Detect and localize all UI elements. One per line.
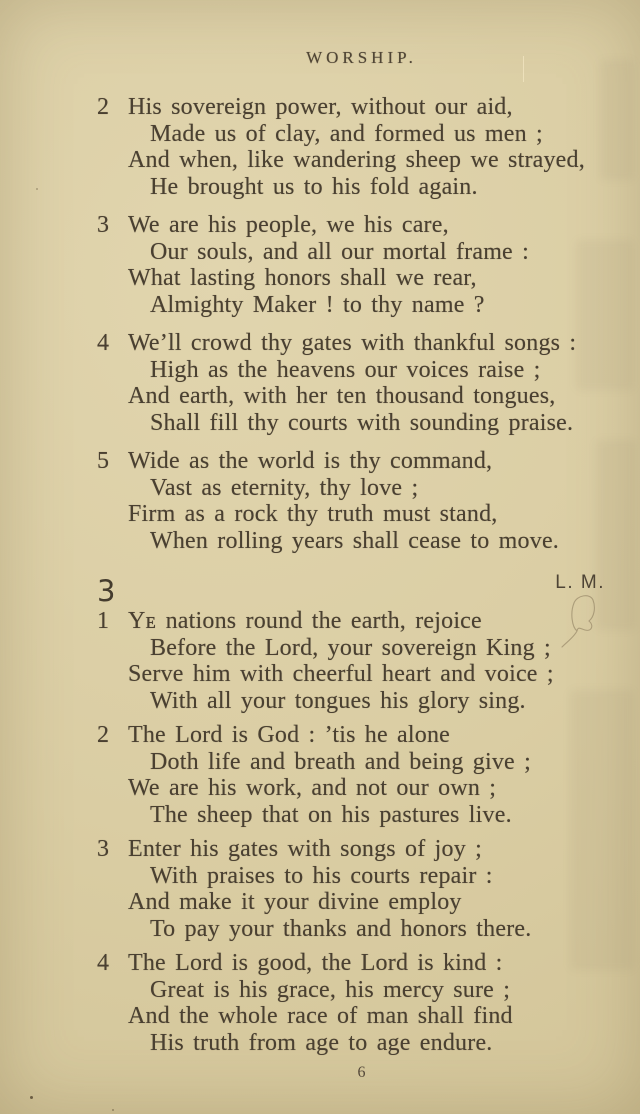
verse [97, 330, 626, 436]
verse-line: We’ll crowd thy gates with thankful songs : [128, 330, 577, 356]
verse-lines [128, 448, 626, 554]
verse-lines [128, 94, 626, 200]
verse-line: Doth life and breath and being give ; [150, 748, 531, 775]
verse-line: The Lord is good, the Lord is kind : [128, 950, 503, 976]
hymn-3-heading [97, 566, 626, 606]
verse-line: To pay your thanks and honors there. [150, 915, 532, 942]
verse-line: What lasting honors shall we rear, [128, 265, 477, 291]
paper-speck [112, 1109, 114, 1111]
hymn-2-continued [97, 94, 626, 554]
verse-line: And make it your divine employ [128, 889, 462, 915]
verse-lines [128, 722, 626, 828]
verse-line: Made us of clay, and formed us men ; [150, 120, 543, 147]
verse [97, 94, 626, 200]
verse-line: His sovereign power, without our aid, [128, 94, 513, 120]
verse-line: With all your tongues his glory sing. [150, 687, 526, 714]
verse-line: Before the Lord, your sovereign King ; [150, 634, 551, 661]
verse-line: The Lord is God : ’tis he alone [128, 722, 451, 748]
verse-line: Wide as the world is thy command, [128, 448, 493, 474]
verse-number: 2 [97, 94, 110, 120]
verse-number: 4 [97, 950, 110, 976]
verse-number: 3 [97, 836, 110, 862]
verse-line: Enter his gates with songs of joy ; [128, 836, 482, 862]
pencil-squiggle-mark [556, 591, 604, 655]
verse-line: Great is his grace, his mercy sure ; [150, 976, 511, 1003]
verse-number: 5 [97, 448, 110, 474]
verse-line: And earth, with her ten thousand tongues, [128, 383, 556, 409]
verse-line: His truth from age to age endure. [150, 1029, 493, 1056]
hymn-3-verses [97, 608, 626, 1056]
verse-number: 1 [97, 608, 110, 634]
verse-line: We are his work, and not our own ; [128, 775, 497, 801]
verse [97, 950, 626, 1056]
verse-line: Almighty Maker ! to thy name ? [150, 291, 485, 318]
verse [97, 212, 626, 318]
verse-line: Shall fill thy courts with sounding praise. [150, 409, 574, 436]
verse-line: With praises to his courts repair : [150, 862, 493, 889]
verse-lines [128, 608, 626, 714]
verse-number: 2 [97, 722, 110, 748]
hymn-number: 3 [97, 574, 116, 608]
verse-line: The sheep that on his pastures live. [150, 801, 512, 828]
verse-line: And the whole race of man shall find [128, 1003, 513, 1029]
verse-lines [128, 950, 626, 1056]
verse-line: Serve him with cheerful heart and voice ; [128, 661, 554, 687]
verse-line: Firm as a rock thy truth must stand, [128, 501, 498, 527]
running-header: WORSHIP. [306, 48, 417, 67]
verse-line: When rolling years shall cease to move. [150, 527, 560, 554]
verse-line: He brought us to his fold again. [150, 173, 478, 200]
verse-line: And when, like wandering sheep we strayed, [128, 147, 585, 173]
verse-lines [128, 212, 626, 318]
verse-lines [128, 330, 626, 436]
paper-speck [30, 1096, 33, 1099]
verse-number: 4 [97, 330, 110, 356]
verse-line: High as the heavens our voices raise ; [150, 356, 541, 383]
verse [97, 608, 626, 714]
verse-lines [128, 836, 626, 942]
verse-line: Yᴇ nations round the earth, rejoice [128, 608, 482, 634]
hymn-meter-label: L. M. [555, 572, 605, 593]
verse [97, 836, 626, 942]
verse-number: 3 [97, 212, 110, 238]
verse [97, 722, 626, 828]
verse [97, 448, 626, 554]
page-number: 6 [357, 1064, 366, 1081]
verse-line: Our souls, and all our mortal frame : [150, 238, 529, 265]
verse-line: We are his people, we his care, [128, 212, 449, 238]
verse-line: Vast as eternity, thy love ; [150, 474, 419, 501]
